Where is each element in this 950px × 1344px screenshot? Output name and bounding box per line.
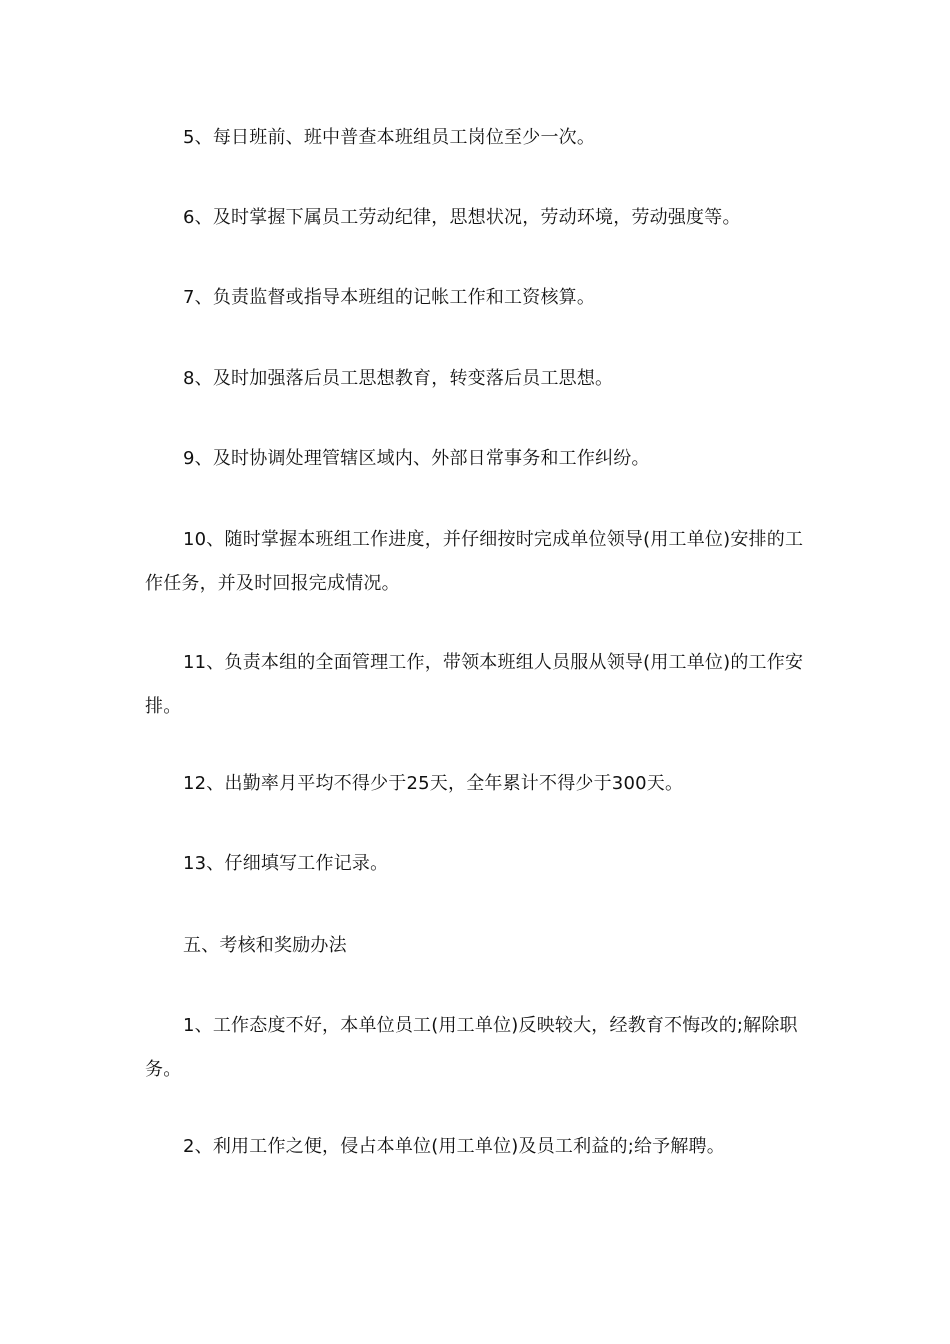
section-heading: 五、考核和奖励办法 [183, 935, 347, 956]
paragraph-item-8: 8、及时加强落后员工思想教育，转变落后员工思想。 [183, 368, 614, 389]
paragraph-item-9: 9、及时协调处理管辖区域内、外部日常事务和工作纠纷。 [183, 448, 650, 469]
paragraph-item-6: 6、及时掌握下属员工劳动纪律，思想状况，劳动环境，劳动强度等。 [183, 207, 741, 228]
rule-item-1: 1、工作态度不好，本单位员工(用工单位)反映较大，经教育不悔改的;解除职务。 [145, 1015, 798, 1080]
paragraph-item-7: 7、负责监督或指导本班组的记帐工作和工资核算。 [183, 287, 596, 308]
paragraph-item-10: 10、随时掌握本班组工作进度，并仔细按时完成单位领导(用工单位)安排的工作任务，并及时回报完成情况。 [145, 529, 804, 594]
paragraph-item-13: 13、仔细填写工作记录。 [183, 853, 389, 874]
paragraph-item-11: 11、负责本组的全面管理工作，带领本班组人员服从领导(用工单位)的工作安排。 [145, 652, 804, 717]
rule-item-2: 2、利用工作之便，侵占本单位(用工单位)及员工利益的;给予解聘。 [183, 1136, 725, 1157]
paragraph-item-5: 5、每日班前、班中普查本班组员工岗位至少一次。 [183, 127, 596, 148]
paragraph-item-12: 12、出勤率月平均不得少于25天，全年累计不得少于300天。 [183, 773, 684, 794]
